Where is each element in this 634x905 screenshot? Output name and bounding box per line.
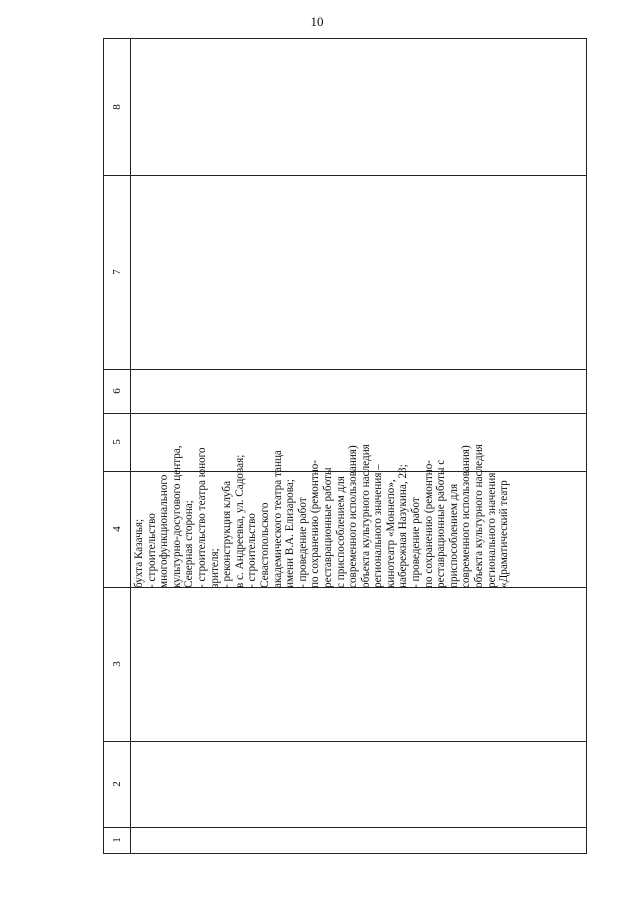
column-divider-2-1 bbox=[104, 827, 586, 828]
text-line: Северная сторона; bbox=[183, 500, 196, 588]
text-line: набережная Назукина, 23; bbox=[397, 464, 410, 588]
column-number-1: 1 bbox=[111, 837, 123, 843]
header-divider bbox=[130, 39, 131, 853]
text-line: имени В.А. Елизарова; bbox=[284, 479, 297, 588]
text-line: Севастопольского bbox=[258, 502, 271, 588]
column-number-2: 2 bbox=[111, 781, 123, 787]
page-number: 10 bbox=[310, 14, 324, 29]
text-line: реставрационные работы bbox=[321, 467, 334, 588]
column-7-text bbox=[133, 174, 511, 588]
text-line: «Драматический театр bbox=[498, 480, 511, 588]
column-number-6: 6 bbox=[111, 388, 123, 394]
text-line: академического театра танца bbox=[271, 450, 284, 588]
column-number-7: 7 bbox=[111, 269, 123, 275]
text-line: бухта Казачья; bbox=[133, 518, 145, 588]
column-divider-3-2 bbox=[104, 741, 586, 742]
text-line: кинотеатр «Моннепо», bbox=[384, 479, 397, 588]
text-line: по сохранению (ремонтно- bbox=[422, 459, 435, 588]
text-line: - реконструкция клуба bbox=[221, 480, 234, 588]
text-line: по сохранению (ремонтно- bbox=[309, 459, 322, 588]
text-line: приспособлением для bbox=[447, 483, 460, 588]
column-number-5: 5 bbox=[111, 439, 123, 445]
text-line: реставрационные работы с bbox=[435, 459, 448, 588]
text-line: объекта культурного наследия bbox=[473, 444, 486, 588]
text-line: регионального значения bbox=[485, 472, 498, 588]
text-line: - строительство bbox=[246, 513, 259, 588]
text-line: - проведение работ bbox=[410, 497, 423, 588]
column-number-8: 8 bbox=[111, 104, 123, 110]
text-line: многофункционального bbox=[158, 474, 171, 588]
text-line: культурно-досугового центра, bbox=[170, 445, 183, 588]
text-line: с приспособлением для bbox=[334, 476, 347, 588]
column-number-4: 4 bbox=[111, 526, 123, 532]
text-line: в с. Андреевка, ул. Садовая; bbox=[233, 454, 246, 588]
text-line: зрителя; bbox=[208, 548, 221, 588]
text-line: - проведение работ bbox=[296, 497, 309, 588]
text-line: современного использования) bbox=[460, 445, 473, 588]
text-line: регионального значения – bbox=[372, 464, 385, 588]
column-number-3: 3 bbox=[111, 661, 123, 667]
text-line: - строительство bbox=[145, 513, 158, 588]
text-line: объекта культурного наследия bbox=[359, 444, 372, 588]
text-line: - строительство театра юного bbox=[195, 447, 208, 588]
text-line: современного использования) bbox=[347, 445, 360, 588]
